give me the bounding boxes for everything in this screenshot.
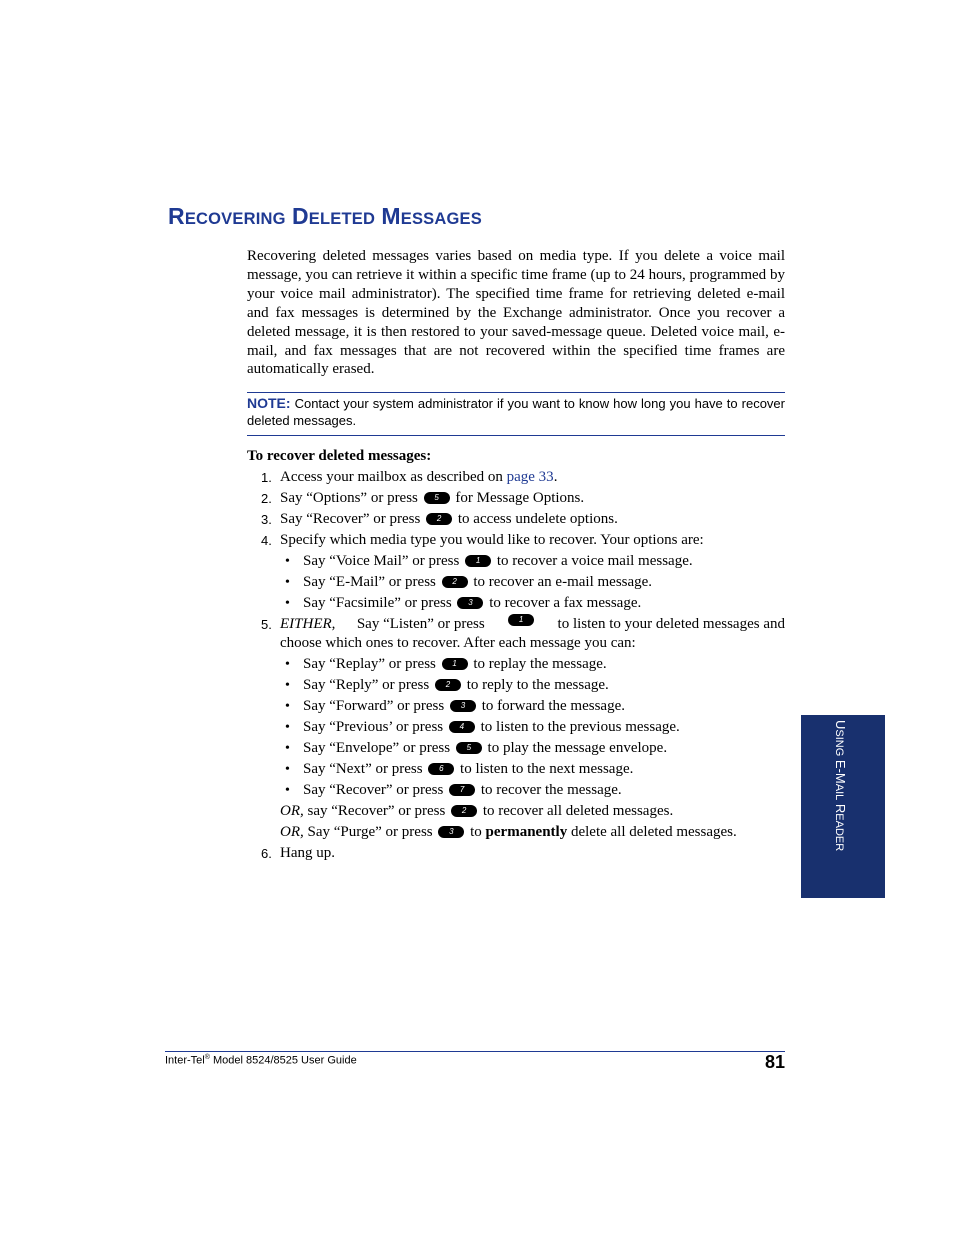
key-1-icon: 1 [465,555,491,567]
step-2: Say “Options” or press 5 for Message Options. [280,490,585,506]
step-3: Say “Recover” or press 2 to access undelete options. [280,511,618,527]
side-tab-label: USING E-MAIL READER [833,720,848,852]
key-1-icon: 1 [442,658,468,670]
key-7-icon: 7 [449,784,475,796]
bullet-icon: • [285,554,290,569]
step-5: EITHER, Say “Listen” or press 1 to listen to your deleted messages and [280,615,785,632]
step-number: 1. [261,470,272,485]
footer-rule [165,1051,785,1052]
list-item: Say “Replay” or press 1 to replay the message. [303,656,607,672]
bullet-icon: • [285,783,290,798]
footer-text: Inter-Tel® Model 8524/8525 User Guide [165,1054,357,1067]
step-number: 4. [261,533,272,548]
or-option-purge: OR, Say “Purge” or press 3 to permanently delete all deleted messages. [280,824,737,840]
key-3-icon: 3 [438,826,464,838]
step-number: 5. [261,617,272,632]
list-item: Say “Next” or press 6 to listen to the next message. [303,761,634,777]
step-number: 6. [261,846,272,861]
key-2-icon: 2 [451,805,477,817]
bullet-icon: • [285,699,290,714]
list-item: Say “Envelope” or press 5 to play the message envelope. [303,740,668,756]
list-item: Say “Forward” or press 3 to forward the message. [303,698,626,714]
page-number: 81 [764,1052,785,1072]
step-number: 3. [261,512,272,527]
or-option-recover-all: OR, say “Recover” or press 2 to recover all deleted messages. [280,803,674,819]
note-label: NOTE: [247,395,291,411]
key-3-icon: 3 [450,700,476,712]
note-box [247,395,785,429]
list-item: Say “Previous’ or press 4 to listen to the previous message. [303,719,680,735]
key-2-icon: 2 [442,576,468,588]
note-bottom-rule [247,435,785,436]
note-text: Contact your system administrator if you want to know how long you have to recover deleted messages. [247,396,785,428]
list-item: Say “Voice Mail” or press 1 to recover a voice mail message. [303,553,693,569]
step-number: 2. [261,491,272,506]
bullet-icon: • [285,596,290,611]
procedure-heading: To recover deleted messages: [247,448,432,464]
step-6: Hang up. [280,845,335,861]
list-item: Say “Facsimile” or press 3 to recover a fax message. [303,595,642,611]
key-5-icon: 5 [456,742,482,754]
bullet-icon: • [285,741,290,756]
list-item: Say “Reply” or press 2 to reply to the message. [303,677,609,693]
note-top-rule [247,392,785,393]
key-2-icon: 2 [426,513,452,525]
section-title: RECOVERING DELETED MESSAGES [168,203,482,229]
bullet-icon: • [285,720,290,735]
step-1: Access your mailbox as described on page 33. [280,469,558,485]
bullet-icon: • [285,678,290,693]
chapter-side-tab [801,715,885,898]
bullet-icon: • [285,575,290,590]
page-33-link[interactable]: page 33 [506,469,554,485]
bullet-icon: • [285,762,290,777]
key-2-icon: 2 [435,679,461,691]
list-item: Say “E-Mail” or press 2 to recover an e-mail message. [303,574,653,590]
intro-paragraph: Recovering deleted messages varies based on media type. If you delete a voice mail message, you can retrieve it within a specific time frame (up to 24 hours, programmed by your voice mail administrator). The specified time frame for retrieving deleted e-mail and fax messages is determined by the Exchange administrator. Once you recover a deleted message, it is then restored to your saved-message queue. Deleted voice mail, e-mail, and fax messages that are not recovered within the specified time frames are automatically erased. [247,248,785,378]
key-3-icon: 3 [457,597,483,609]
key-4-icon: 4 [449,721,475,733]
key-6-icon: 6 [428,763,454,775]
key-5-icon: 5 [424,492,450,504]
key-1-icon: 1 [508,614,534,626]
list-item: Say “Recover” or press 7 to recover the message. [303,782,622,798]
step-4: Specify which media type you would like to recover. Your options are: [280,532,704,548]
step-5-line-2: choose which ones to recover. After each message you can: [280,635,636,651]
bullet-icon: • [285,657,290,672]
